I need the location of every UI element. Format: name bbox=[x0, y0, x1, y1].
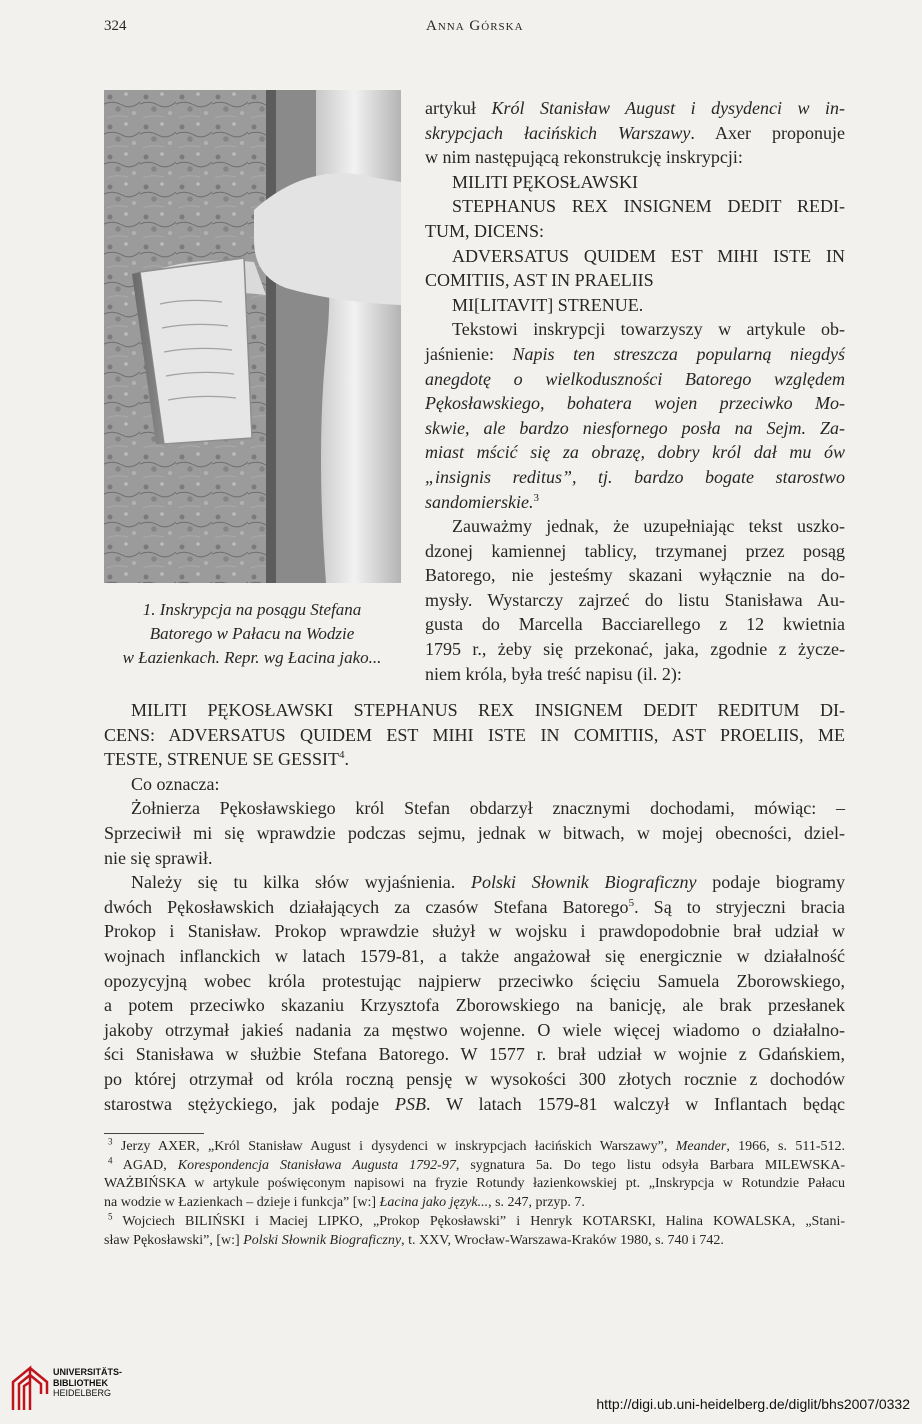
text-run: opozycyjną wobec króla protestując najpierw przeciwko ścięciu Samuela Zborowskiego, bbox=[104, 970, 845, 991]
text-line bbox=[425, 612, 845, 637]
page-number: 324 bbox=[104, 18, 127, 34]
running-head bbox=[104, 16, 842, 40]
text-run: , s. 247, przyp. 7. bbox=[488, 1195, 585, 1211]
text-run: AGAD, bbox=[112, 1157, 178, 1173]
text-run: Łacina jako... bbox=[287, 648, 382, 667]
text-run: WAŻBIŃSKA w artykule poświęconym napisowi na fryzie Rotundy łazienkowskiej pt. „Inskrypcja w Rotundzie Pałacu bbox=[104, 1176, 845, 1192]
text-run: dwóch Pękosławskich działających za czasów Stefana Batorego bbox=[104, 896, 629, 917]
text-line bbox=[425, 563, 845, 588]
logo-line-1: UNIVERSITÄTS- bbox=[53, 1367, 123, 1377]
text-run: nie się sprawił. bbox=[104, 847, 213, 868]
text-run: ści Stanisława w służbie Stefana Batorego. W 1577 r. brał udział w wojnie z Gdańskiem, bbox=[104, 1044, 845, 1065]
text-line bbox=[104, 1067, 845, 1092]
right-column-text bbox=[425, 96, 845, 686]
footnote-ref: 3 bbox=[533, 491, 539, 504]
text-run: w nim następującą rekonstrukcję inskrypcji: bbox=[425, 147, 743, 168]
text-run: wojnach inflanckich w latach 1579-81, a także angażował się energicznie w działalność bbox=[104, 945, 845, 966]
text-line bbox=[425, 244, 845, 269]
text-run: Napis ten streszcza popularną niegdyś bbox=[512, 343, 845, 364]
text-run: jaśnienie: bbox=[425, 343, 513, 364]
text-line bbox=[104, 1232, 845, 1251]
text-run: . Są to stryjeczni bracia bbox=[634, 896, 845, 917]
text-run: 1. Inskrypcja na posągu Stefana bbox=[142, 600, 362, 619]
text-run: MILITI PĘKOSŁAWSKI bbox=[452, 171, 639, 192]
text-line bbox=[425, 391, 845, 416]
text-run: COMITIIS, AST IN PRAELIIS bbox=[425, 270, 654, 291]
running-head-author: Anna Górska bbox=[426, 18, 524, 34]
logo-line-3: HEIDELBERG bbox=[53, 1388, 112, 1398]
text-line bbox=[104, 1194, 845, 1213]
text-line bbox=[104, 993, 845, 1018]
text-line bbox=[425, 416, 845, 441]
text-run: starostwa stężyckiego, jak podaje bbox=[104, 1093, 396, 1114]
text-run: w Łazienkach. Repr. wg bbox=[122, 648, 288, 667]
text-line bbox=[425, 194, 845, 219]
text-line bbox=[92, 598, 412, 622]
text-line bbox=[104, 870, 845, 895]
text-run: Co oznacza: bbox=[131, 773, 220, 794]
text-run: , 1966, s. 511-512. bbox=[726, 1139, 846, 1154]
text-run: ADVERSATUS QUIDEM EST MIHI ISTE IN bbox=[452, 245, 845, 266]
footnotes bbox=[104, 1138, 845, 1250]
text-run: Batorego w Pałacu na Wodzie bbox=[149, 624, 355, 643]
text-run: Należy się tu kilka słów wyjaśnienia. bbox=[131, 872, 472, 893]
text-run: anegdotę o wielkoduszności Batorego względem bbox=[425, 368, 845, 389]
text-run: . W latach 1579-81 walczył w Inflantach będąc bbox=[426, 1093, 845, 1114]
figure-photo bbox=[104, 90, 401, 583]
text-line bbox=[104, 1042, 845, 1067]
text-line bbox=[104, 919, 845, 944]
footnote-ref: 5 bbox=[108, 1211, 113, 1222]
text-line bbox=[425, 170, 845, 195]
text-run: Batorego, nie jesteśmy skazani wyłącznie na do- bbox=[425, 565, 845, 586]
text-line bbox=[425, 219, 845, 244]
text-line bbox=[92, 622, 412, 646]
text-line bbox=[425, 588, 845, 613]
text-run: Pękosławskiego, bohatera wojen przeciwko Mo- bbox=[425, 393, 845, 414]
text-run: Korespondencja Stanisława Augusta 1792-97 bbox=[177, 1157, 456, 1173]
text-run: Król Stanisław August i dysydenci w in- bbox=[491, 98, 845, 118]
library-logo bbox=[10, 1364, 150, 1414]
text-line bbox=[104, 723, 845, 748]
text-line bbox=[104, 1157, 845, 1176]
footnote-ref: 4 bbox=[339, 749, 345, 762]
text-line bbox=[425, 317, 845, 342]
text-run: Polski Słownik Biograficzny bbox=[243, 1232, 402, 1248]
text-run: STEPHANUS REX INSIGNEM DEDIT REDI- bbox=[452, 196, 845, 217]
text-run: MI[LITAVIT] STRENUE. bbox=[452, 294, 644, 315]
text-run: na wodzie w Łazienkach – dzieje i funkcja” [w:] bbox=[104, 1195, 380, 1211]
text-run: Polski Słownik Biograficzny bbox=[471, 872, 697, 893]
text-run: Prokop i Stanisław. Prokop wprawdzie służył w wojsku i prawdopodobnie brał udział w bbox=[104, 921, 845, 942]
text-line bbox=[104, 698, 845, 723]
footnote-ref: 4 bbox=[108, 1155, 113, 1166]
footnote-ref: 3 bbox=[108, 1136, 113, 1147]
text-run: „insignis reditus”, tj. bardzo bogate starostwo bbox=[425, 466, 845, 487]
text-run: TUM, DICENS: bbox=[425, 220, 545, 241]
text-line bbox=[104, 1213, 845, 1232]
text-run: Tekstowi inskrypcji towarzyszy w artykule ob- bbox=[452, 319, 845, 340]
text-line bbox=[425, 490, 845, 515]
text-run: mysły. Wystarczy zajrzeć do listu Stanisława Au- bbox=[425, 589, 845, 610]
text-line bbox=[425, 293, 845, 318]
text-run: skrypcjach łacińskich Warszawy bbox=[425, 122, 691, 143]
source-url-link[interactable]: http://digi.ub.uni-heidelberg.de/diglit/bhs2007/0332 bbox=[596, 1396, 910, 1412]
text-line bbox=[425, 121, 845, 146]
text-run: Meander bbox=[675, 1139, 727, 1154]
text-run: Wojciech BILIŃSKI i Maciej LIPKO, „Prokop Pękosławski” i Henryk KOTARSKI, Halina KOWALSKA, „Stani- bbox=[112, 1213, 845, 1229]
text-line bbox=[104, 821, 845, 846]
text-run: skwie, ale bardzo niesfornego posła na Sejm. Za- bbox=[425, 417, 845, 438]
text-line bbox=[425, 96, 845, 121]
figure-caption bbox=[92, 598, 412, 670]
text-run: Jerzy AXER, „Król Stanisław August i dysydenci w inskrypcjach łacińskich Warszawy”, bbox=[112, 1139, 676, 1154]
footnote-rule bbox=[104, 1133, 204, 1134]
main-body-text bbox=[104, 698, 845, 1116]
text-run: podaje biogramy bbox=[696, 872, 846, 893]
text-run: . Axer proponuje bbox=[690, 122, 845, 143]
text-line bbox=[425, 268, 845, 293]
text-run: CENS: ADVERSATUS QUIDEM EST MIHI ISTE IN COMITIIS, AST PROELIIS, ME bbox=[104, 724, 845, 745]
text-run: gusta do Marcella Bacciarellego z 12 kwietnia bbox=[425, 614, 845, 635]
text-line bbox=[104, 796, 845, 821]
text-run: Sprzeciwił mi się wprawdzie podczas sejmu, jednak w bitwach, w mojej obecności, dziel- bbox=[104, 822, 845, 843]
text-line bbox=[425, 637, 845, 662]
text-run: jakoby otrzymał jakieś nadania za męstwo wojenne. O wiele więcej wiadomo o działalno- bbox=[104, 1019, 845, 1040]
text-run: TESTE, STRENUE SE GESSIT bbox=[104, 749, 340, 770]
text-line bbox=[104, 1138, 845, 1157]
text-line bbox=[104, 1092, 845, 1117]
text-run: PSB bbox=[395, 1093, 427, 1114]
text-run: po której otrzymał od króla roczną pensję w wysokości 300 złotych rocznie z dochodów bbox=[104, 1068, 845, 1089]
text-run: Łacina jako język... bbox=[379, 1195, 489, 1211]
text-line bbox=[104, 944, 845, 969]
text-line bbox=[425, 367, 845, 392]
text-run: , sygnatura 5a. Do tego listu odsyła Barbara MILEWSKA- bbox=[455, 1157, 845, 1173]
text-line bbox=[104, 772, 845, 797]
text-line bbox=[104, 1175, 845, 1194]
statue-photo-image bbox=[104, 90, 401, 583]
text-line bbox=[425, 342, 845, 367]
text-line bbox=[92, 646, 412, 670]
text-run: 1795 r., żeby się przekonać, jaka, zgodnie z życze- bbox=[425, 639, 845, 660]
text-line bbox=[104, 895, 845, 920]
text-line bbox=[425, 514, 845, 539]
text-run: niem króla, była treść napisu (il. 2): bbox=[425, 663, 682, 684]
text-line bbox=[104, 846, 845, 871]
text-run: artykuł bbox=[425, 98, 492, 118]
text-line bbox=[425, 662, 845, 687]
footnote-ref: 5 bbox=[628, 896, 635, 909]
text-line bbox=[425, 440, 845, 465]
text-run: miast mścić się za obrazę, dobry król dał mu ów bbox=[425, 442, 845, 463]
text-line bbox=[104, 747, 845, 772]
text-run: . bbox=[344, 749, 350, 770]
text-run: Zauważmy jednak, że uzupełniając tekst uszko- bbox=[452, 516, 845, 537]
text-line bbox=[425, 145, 845, 170]
text-run: sandomierskie. bbox=[425, 491, 534, 512]
logo-line-2: BIBLIOTHEK bbox=[53, 1377, 108, 1388]
text-run: sław Pękosławski”, [w:] bbox=[104, 1232, 244, 1248]
text-run: MILITI PĘKOSŁAWSKI STEPHANUS REX INSIGNEM DEDIT REDITUM DI- bbox=[131, 700, 845, 720]
text-line bbox=[104, 1018, 845, 1043]
text-run: Żołnierza Pękosławskiego król Stefan obdarzył znacznymi dochodami, mówiąc: – bbox=[131, 798, 845, 819]
text-run: a potem przeciwko skazaniu Krzysztofa Zborowskiego na banicję, ale brak przesłanek bbox=[104, 995, 845, 1016]
text-line bbox=[425, 465, 845, 490]
university-library-logo-icon bbox=[10, 1364, 50, 1414]
text-run: , t. XXV, Wrocław-Warszawa-Kraków 1980, s. 740 i 742. bbox=[401, 1232, 724, 1248]
text-line bbox=[104, 969, 845, 994]
text-line bbox=[425, 539, 845, 564]
text-run: dzonej kamiennej tablicy, trzymanej przez posąg bbox=[425, 540, 845, 561]
